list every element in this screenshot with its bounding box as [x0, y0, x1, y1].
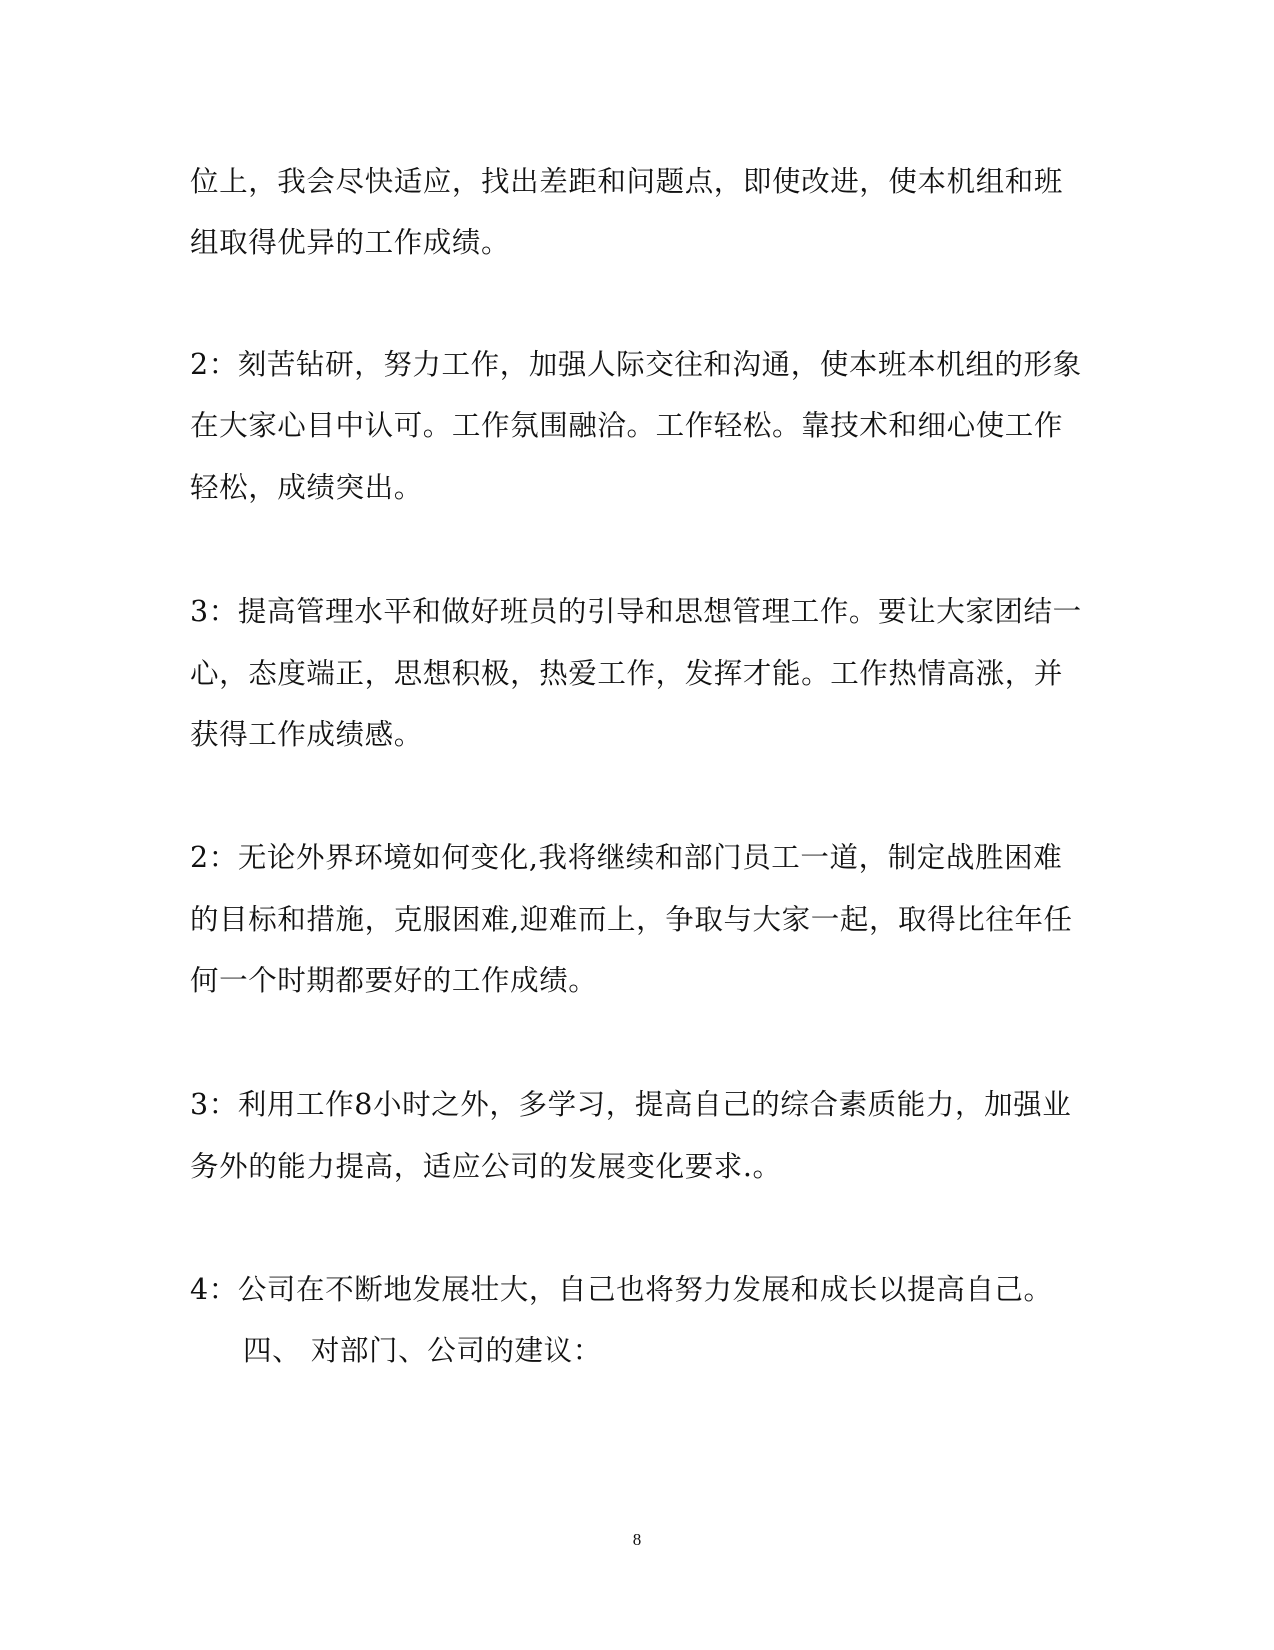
paragraph-line: 获得工作成绩感。: [190, 718, 423, 751]
paragraph-line: 4：公司在不断地发展壮大，自己也将努力发展和成长以提高自己。: [190, 1273, 1053, 1306]
paragraph-line: 在大家心目中认可。工作氛围融洽。工作轻松。靠技术和细心使工作: [190, 409, 1064, 442]
paragraph-line: 3：提高管理水平和做好班员的引导和思想管理工作。要让大家团结一: [190, 595, 1082, 628]
paragraph-line: 3：利用工作8小时之外，多学习，提高自己的综合素质能力，加强业: [190, 1088, 1072, 1121]
paragraph-line: 的目标和措施，克服困难,迎难而上，争取与大家一起，取得比往年任: [190, 903, 1073, 936]
paragraph-line: 轻松，成绩突出。: [190, 471, 423, 504]
section-heading: 四、 对部门、公司的建议：: [243, 1334, 602, 1367]
page-number: 8: [632, 1530, 642, 1549]
paragraph-line: 2：刻苦钻研，努力工作，加强人际交往和沟通，使本班本机组的形象: [190, 348, 1082, 381]
paragraph-line: 心，态度端正，思想积极，热爱工作，发挥才能。工作热情高涨，并: [190, 657, 1064, 690]
paragraph-line: 务外的能力提高，适应公司的发展变化要求.。: [190, 1150, 782, 1183]
paragraph-line: 2：无论外界环境如何变化,我将继续和部门员工一道，制定战胜困难: [190, 841, 1063, 874]
paragraph-line: 组取得优异的工作成绩。: [190, 226, 511, 259]
paragraph-line: 位上，我会尽快适应，找出差距和问题点，即使改进，使本机组和班: [190, 165, 1064, 198]
paragraph-line: 何一个时期都要好的工作成绩。: [190, 964, 598, 997]
